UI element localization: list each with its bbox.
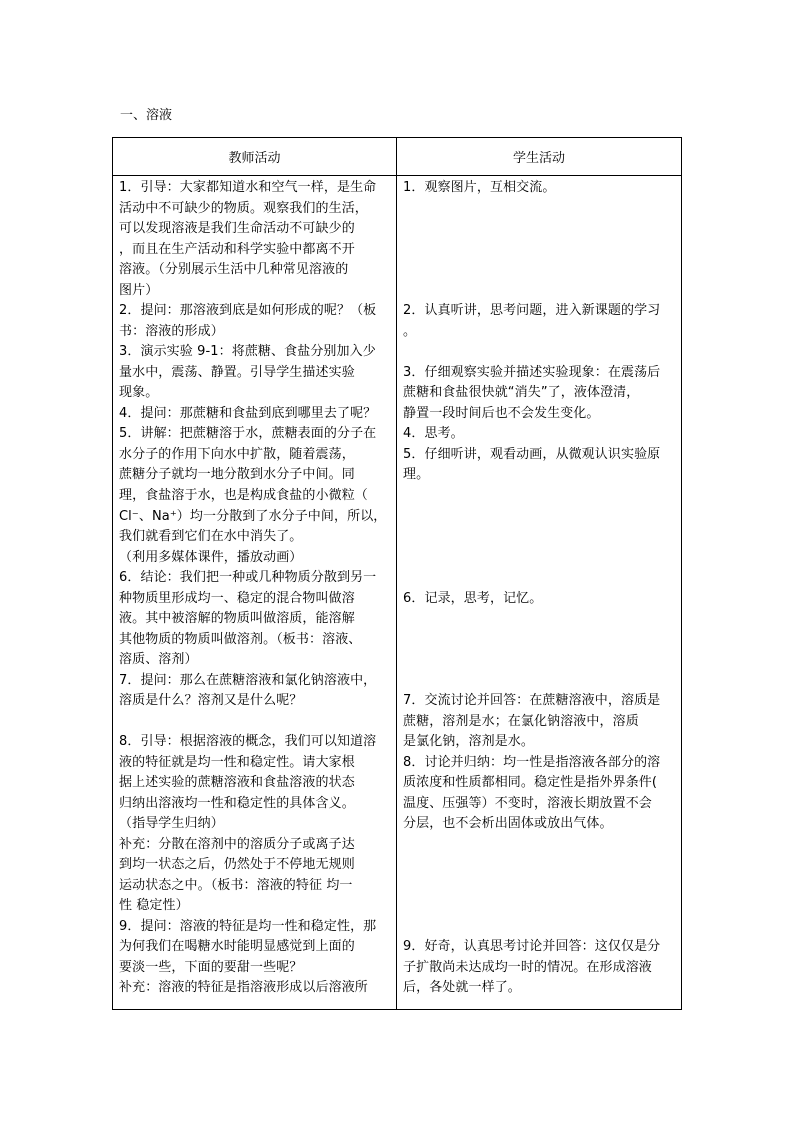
teacher-activity-line: 运动状态之中。（板书：溶液的特征 均一: [119, 878, 353, 893]
student-activity-line: 1．观察图片，互相交流。: [403, 180, 556, 195]
teacher-activity-line: 蔗糖分子就均一地分散到水分子中间。同: [119, 467, 355, 482]
student-activity-cell: [397, 176, 682, 1010]
section-title: 一、溶液: [120, 108, 173, 123]
teacher-activity-line: 补充：分散在溶剂中的溶质分子或离子达: [119, 837, 355, 852]
student-activity-line: 8．讨论并归纳：均一性是指溶液各部分的溶: [403, 755, 661, 770]
teacher-activity-line: 9．提问：溶液的特征是均一性和稳定性，那: [119, 919, 377, 934]
student-activity-line: 蔗糖，溶剂是水；在氯化钠溶液中，溶质: [403, 714, 639, 729]
teacher-activity-line: Cl⁻、Na⁺）均一分散到了水分子中间，所以，: [119, 509, 387, 524]
teacher-activity-line: 7．提问：那么在蔗糖溶液和氯化钠溶液中，: [119, 673, 377, 688]
teacher-activity-line: 到均一状态之后，仍然处于不停地无规则: [119, 857, 355, 872]
teacher-activity-line: 性 稳定性）: [119, 898, 189, 913]
teacher-activity-line: 5．讲解：把蔗糖溶于水，蔗糖表面的分子在: [119, 426, 377, 441]
teacher-activity-line: 理，食盐溶于水，也是构成食盐的小微粒（: [119, 488, 368, 503]
teacher-activity-line: 书：溶液的形成）: [119, 324, 224, 339]
teacher-activity-line: 为何我们在喝糖水时能明显感觉到上面的: [119, 939, 355, 954]
teacher-activity-line: 活动中不可缺少的物质。观察我们的生活，: [119, 201, 368, 216]
teacher-activity-line: 要淡一些，下面的要甜一些呢？: [119, 960, 303, 975]
student-activity-line: 静置一段时间后也不会发生变化。: [403, 406, 600, 421]
table-header-row: [113, 138, 682, 176]
teacher-activity-line: 溶液。（分别展示生活中几种常见溶液的: [119, 262, 349, 277]
teacher-activity-cell: [113, 176, 397, 1010]
teacher-activity-line: 溶质、溶剂）: [119, 652, 198, 667]
teacher-activity-line: 溶质是什么？溶剂又是什么呢？: [119, 693, 303, 708]
student-activity-line: 后，各处就一样了。: [403, 980, 521, 995]
student-activity-line: 温度、压强等）不变时，溶液长期放置不会: [403, 796, 652, 811]
student-activity-line: 理。: [403, 467, 430, 482]
student-activity-line: 4．思考。: [403, 426, 464, 441]
student-activity-line: 是氯化钠，溶剂是水。: [403, 734, 535, 749]
teacher-activity-line: 其他物质的物质叫做溶剂。（板书：溶液、: [119, 632, 362, 647]
lesson-table: [112, 137, 682, 1010]
header-teacher-activity: 教师活动: [113, 138, 397, 176]
teacher-activity-line: 量水中，震荡、静置。引导学生描述实验: [119, 365, 355, 380]
student-activity-line: 7．交流讨论并回答：在蔗糖溶液中，溶质是: [403, 693, 661, 708]
student-activity-line: 蔗糖和食盐很快就“消失”了，液体澄清，: [403, 385, 640, 400]
table-row: [113, 176, 682, 1010]
teacher-activity-line: （利用多媒体课件，播放动画）: [119, 550, 303, 565]
teacher-activity-line: 归纳出溶液均一性和稳定性的具体含义。: [119, 796, 355, 811]
student-activity-line: 2．认真听讲，思考问题，进入新课题的学习: [403, 303, 661, 318]
teacher-activity-line: 1．引导：大家都知道水和空气一样，是生命: [119, 180, 377, 195]
teacher-activity-line: ，而且在生产活动和科学实验中都离不开: [119, 242, 355, 257]
teacher-activity-line: 2．提问：那溶液到底是如何形成的呢？（板: [119, 303, 377, 318]
student-activity-line: 。: [403, 324, 417, 339]
teacher-activity-line: 6．结论：我们把一种或几种物质分散到另一: [119, 570, 377, 585]
student-activity-line: 6．记录，思考，记忆。: [403, 591, 543, 606]
teacher-activity-line: 3．演示实验 9-1：将蔗糖、食盐分别加入少: [119, 344, 376, 359]
student-activity-line: 子扩散尚未达成均一时的情况。在形成溶液: [403, 960, 652, 975]
student-activity-line: 质浓度和性质都相同。稳定性是指外界条件(: [403, 775, 658, 790]
student-activity-line: 5．仔细听讲，观看动画，从微观认识实验原: [403, 447, 661, 462]
student-activity-line: 分层，也不会析出固体或放出气体。: [403, 816, 613, 831]
teacher-activity-line: （指导学生归纳）: [119, 816, 224, 831]
teacher-activity-line: 水分子的作用下向水中扩散，随着震荡，: [119, 447, 355, 462]
teacher-activity-line: 液。其中被溶解的物质叫做溶质，能溶解: [119, 611, 355, 626]
teacher-activity-line: 补充：溶液的特征是指溶液形成以后溶液所: [119, 980, 368, 995]
teacher-activity-line: 种物质里形成均一、稳定的混合物叫做溶: [119, 591, 355, 606]
header-student-activity: 学生活动: [397, 138, 682, 176]
teacher-activity-line: 液的特征就是均一性和稳定性。请大家根: [119, 755, 355, 770]
student-activity-line: 9．好奇，认真思考讨论并回答：这仅仅是分: [403, 939, 661, 954]
teacher-activity-line: 图片）: [119, 283, 159, 298]
teacher-activity-line: 我们就看到它们在水中消失了。: [119, 529, 303, 544]
teacher-activity-line: 据上述实验的蔗糖溶液和食盐溶液的状态: [119, 775, 355, 790]
teacher-activity-line: 8．引导：根据溶液的概念，我们可以知道溶: [119, 734, 377, 749]
student-activity-line: 3．仔细观察实验并描述实验现象：在震荡后: [403, 365, 661, 380]
teacher-activity-line: 现象。: [119, 385, 159, 400]
teacher-activity-line: 4．提问：那蔗糖和食盐到底到哪里去了呢？: [119, 406, 377, 421]
teacher-activity-line: 可以发现溶液是我们生命活动不可缺少的: [119, 221, 355, 236]
